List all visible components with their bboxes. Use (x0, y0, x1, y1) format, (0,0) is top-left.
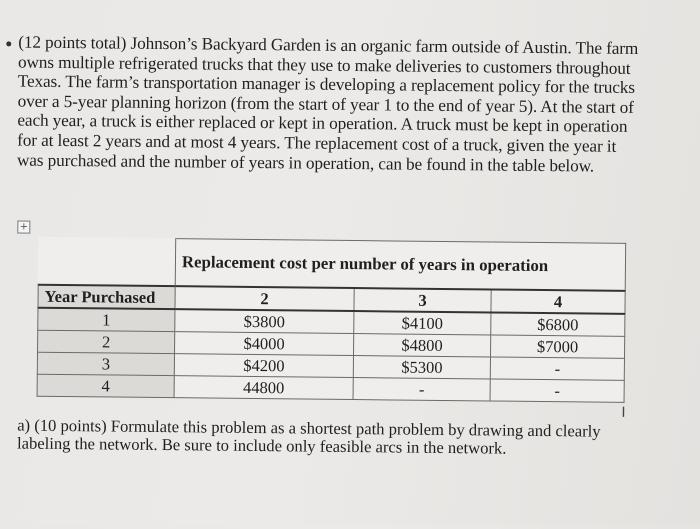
cost-cell: - (353, 378, 490, 401)
question-part-a: a) (10 points) Formulate this problem as a shortest path problem by drawing and clearly labeling the network. Be sure to include only feasible arcs in the network. (16, 415, 601, 458)
year-cell: 4 (37, 374, 174, 397)
table-corner-cell (38, 237, 175, 286)
cost-cell: - (490, 379, 624, 402)
year-cell: 2 (38, 330, 175, 353)
column-header-2-years: 2 (175, 286, 354, 311)
cost-cell: $4800 (353, 334, 490, 357)
cost-cell: $3800 (175, 309, 354, 333)
table-group-header-row (38, 237, 625, 291)
year-cell: 1 (38, 308, 175, 332)
cost-cell: $4100 (354, 311, 491, 335)
cost-cell: - (490, 357, 624, 380)
bullet-marker (6, 41, 11, 46)
cost-cell: $5300 (353, 356, 490, 379)
table-expand-icon[interactable]: + (17, 221, 30, 234)
cost-cell: $4200 (174, 354, 353, 378)
column-header-3-years: 3 (354, 288, 491, 312)
year-purchased-header: Year Purchased (38, 285, 175, 309)
cost-cell: $4000 (175, 332, 354, 356)
replacement-cost-table (37, 237, 627, 403)
problem-statement: (12 points total) Johnson’s Backyard Garden is an organic farm outside of Austin. The farm owns multiple refrigerated trucks that they use to make deliveries to customers throughout Texas. The farm’s transportation manager is developing a replacement policy for the trucks over a 5-year planning horizon (from the start of year 1 to the end of year 5). At the start of each year, a truck is either replaced or kept in operation. A truck must be kept in operation for at least 2 years and at most 4 years. The replacement cost of a truck, given the year it was purchased and the number of years in operation, can be found in the table below. (16, 32, 639, 176)
column-header-4-years: 4 (491, 289, 625, 313)
year-cell: 3 (37, 352, 174, 375)
cost-cell: $6800 (491, 312, 625, 336)
table-group-header: Replacement cost per number of years in operation (175, 239, 625, 291)
cost-cell: $7000 (490, 335, 624, 358)
text-cursor-icon: I (621, 404, 626, 421)
cost-cell: 44800 (174, 376, 353, 400)
